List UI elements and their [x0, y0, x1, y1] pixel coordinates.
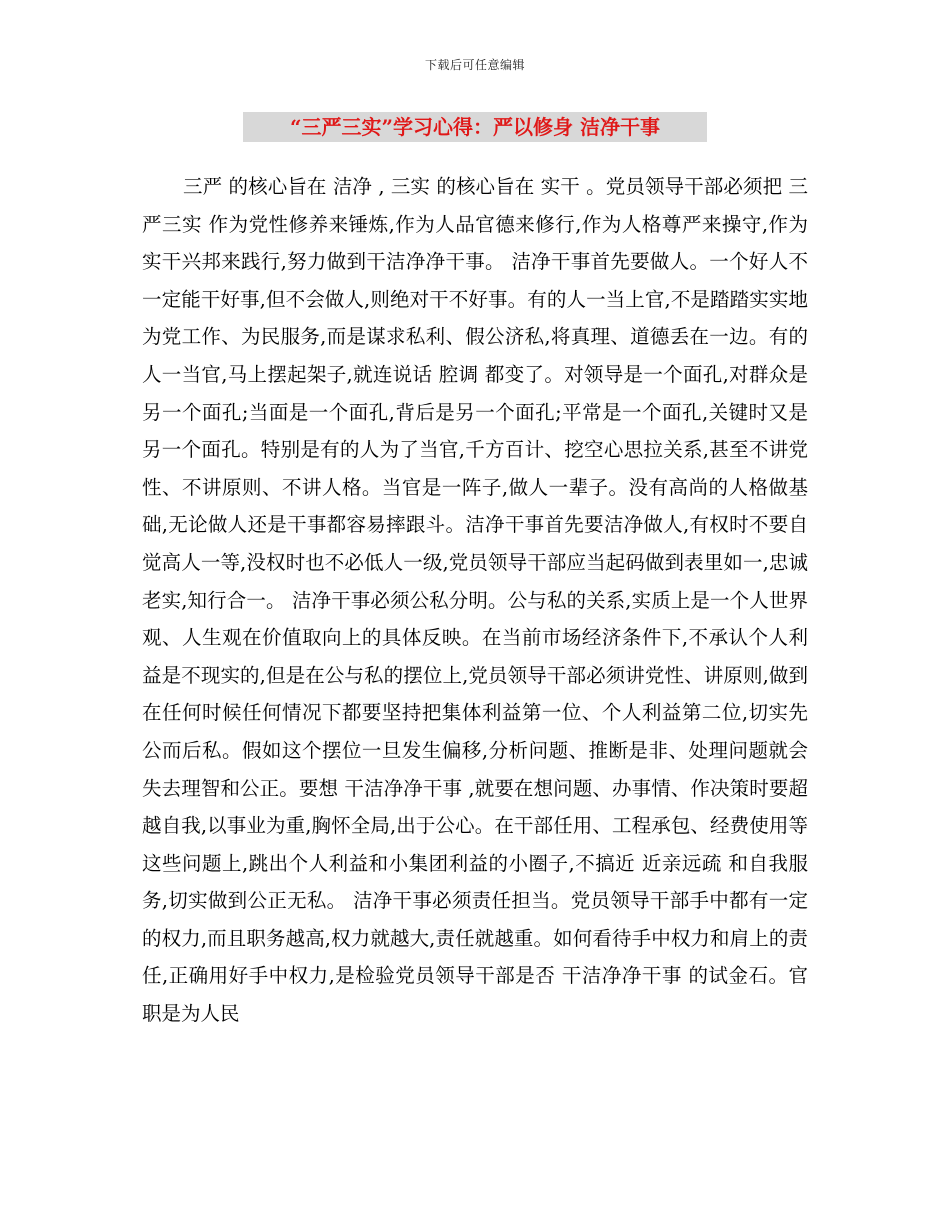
document-body: 三严 的核心旨在 洁净 , 三实 的核心旨在 实干 。党员领导干部必须把 三严三实 作为党性修养来锤炼,作为人品官德来修行,作为人格尊严来操守,作为实干兴邦来践行,努力做到干洁净净干事。 洁净干事首先要做人。一个好人不一定能干好事,但不会做人,则绝对干不好事。有的人一当上官,不是踏踏实实地为党工作、为民服务,而是谋求私利、假公济私,将真理、道德丢在一边。有的人一当官,马上摆起架子,就连说话 腔调 都变了。对领导是一个面孔,对群众是另一个面孔;当面是一个面孔,背后是另一个面孔;平常是一个面孔,关键时又是另一个面孔。特别是有的人为了当官,千方百计、挖空心思拉关系,甚至不讲党性、不讲原则、不讲人格。当官是一阵子,做人一辈子。没有高尚的人格做基础,无论做人还是干事都容易摔跟斗。洁净干事首先要洁净做人,有权时不要自觉高人一等,没权时也不必低人一级,党员领导干部应当起码做到表里如一,忠诚老实,知行合一。 洁净干事必须公私分明。公与私的关系,实质上是一个人世界观、人生观在价值取向上的具体反映。在当前市场经济条件下,不承认个人利益是不现实的,但是在公与私的摆位上,党员领导干部必须讲党性、讲原则,做到在任何时候任何情况下都要坚持把集体利益第一位、个人利益第二位,切实先公而后私。假如这个摆位一旦发生偏移,分析问题、推断是非、处理问题就会失去理智和公正。要想 干洁净净干事 ,就要在想问题、办事情、作决策时要超越自我,以事业为重,胸怀全局,出于公心。在干部任用、工程承包、经费使用等这些问题上,跳出个人利益和小集团利益的小圈子,不搞近 近亲远疏 和自我服务,切实做到公正无私。 洁净干事必须责任担当。党员领导干部手中都有一定的权力,而且职务越高,权力就越大,责任就越重。如何看待手中权力和肩上的责任,正确用好手中权力,是检验党员领导干部是否 干洁净净干事 的试金石。官职是为人民	[142, 175, 808, 1026]
header-note: 下载后可任意编辑	[424, 58, 525, 72]
document-title: “三严三实”学习心得：严以修身 洁净干事	[243, 112, 707, 142]
